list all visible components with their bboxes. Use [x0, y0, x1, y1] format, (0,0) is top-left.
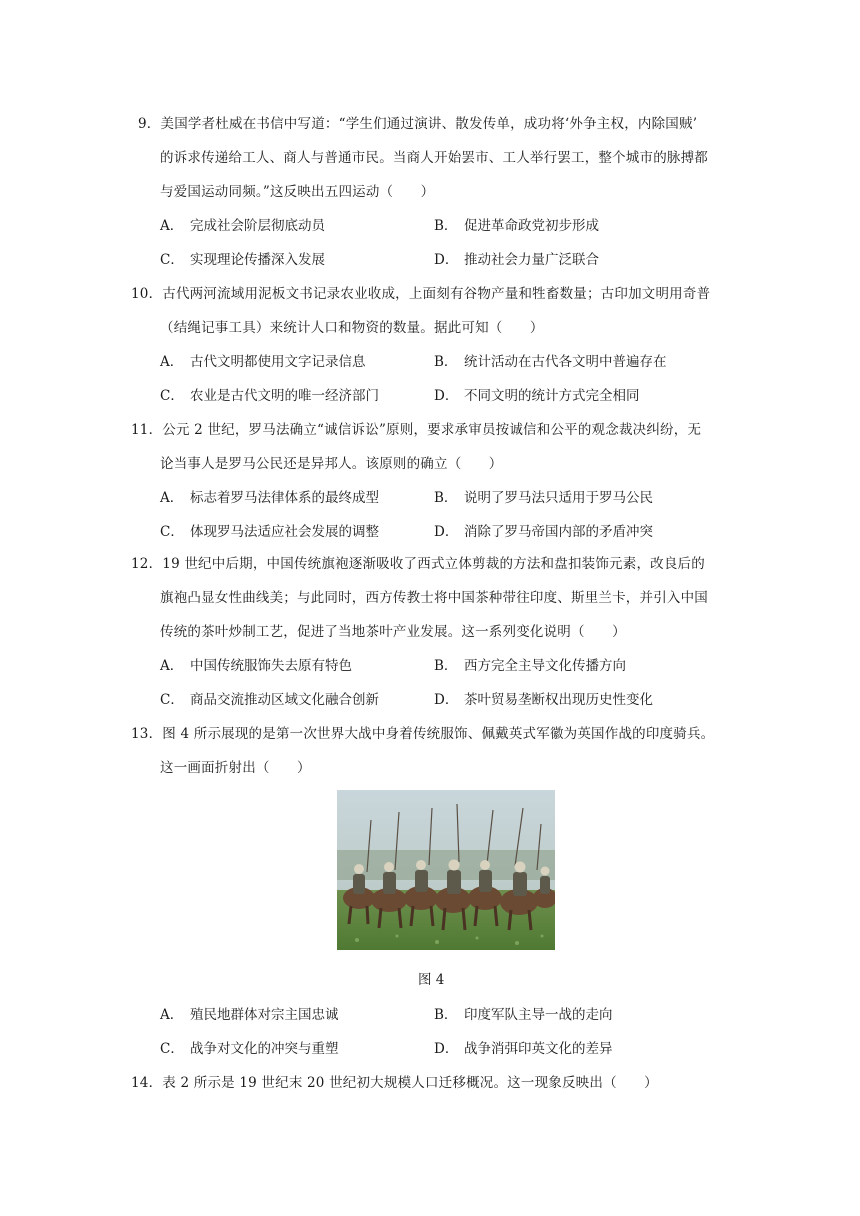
option-text: 不同文明的统计方式完全相同: [464, 388, 640, 404]
option-label: A．: [160, 658, 184, 674]
option-d[interactable]: [434, 520, 653, 540]
question-9-line-2: 的诉求传递给工人、商人与普通市民。当商人开始罢市、工人举行罢工，整个城市的脉搏都: [160, 150, 708, 166]
option-label: B．: [434, 354, 458, 370]
option-text: 标志着罗马法律体系的最终成型: [190, 490, 379, 506]
option-label: C．: [160, 388, 184, 404]
option-c[interactable]: [160, 688, 379, 708]
option-label: B．: [434, 218, 458, 234]
option-c[interactable]: [160, 384, 379, 404]
option-text: 西方完全主导文化传播方向: [464, 658, 626, 674]
question-12-line-3: 传统的茶叶炒制工艺，促进了当地茶叶产业发展。这一系列变化说明（ ）: [160, 624, 626, 640]
option-c[interactable]: [160, 248, 325, 268]
option-d[interactable]: [434, 384, 640, 404]
option-d[interactable]: [434, 688, 653, 708]
option-text: 说明了罗马法只适用于罗马公民: [464, 490, 653, 506]
question-10-line-2: （结绳记事工具）来统计人口和物资的数量。据此可知（ ）: [160, 320, 544, 336]
question-text: 表 2 所示是 19 世纪末 20 世纪初大规模人口迁移概况。这一现象反映出（ ）: [162, 1075, 658, 1091]
option-text: 茶叶贸易垄断权出现历史性变化: [464, 692, 653, 708]
option-a[interactable]: [160, 1003, 339, 1023]
option-c[interactable]: [160, 1037, 339, 1057]
question-9-line-3: 与爱国运动同频。”这反映出五四运动（ ）: [160, 184, 435, 200]
option-text: 战争消弭印英文化的差异: [464, 1041, 613, 1057]
option-label: C．: [160, 692, 184, 708]
option-label: B．: [434, 658, 458, 674]
option-text: 商品交流推动区域文化融合创新: [190, 692, 379, 708]
option-d[interactable]: [434, 1037, 613, 1057]
option-b[interactable]: [434, 486, 653, 506]
question-11-line-1: [131, 418, 701, 438]
option-a[interactable]: [160, 654, 352, 674]
cavalry-photo: [337, 790, 555, 950]
option-text: 消除了罗马帝国内部的矛盾冲突: [464, 524, 653, 540]
question-number: 14．: [131, 1075, 163, 1091]
cavalry-illustration: [337, 790, 555, 950]
option-label: B．: [434, 1007, 458, 1023]
question-number: 10．: [131, 286, 163, 302]
option-b[interactable]: [434, 214, 599, 234]
option-b[interactable]: [434, 1003, 613, 1023]
option-a[interactable]: [160, 486, 379, 506]
option-text: 统计活动在古代各文明中普遍存在: [464, 354, 667, 370]
option-label: C．: [160, 1041, 184, 1057]
option-a[interactable]: [160, 350, 366, 370]
option-c[interactable]: [160, 520, 379, 540]
option-text: 完成社会阶层彻底动员: [190, 218, 325, 234]
option-label: A．: [160, 1007, 184, 1023]
question-text: 图 4 所示展现的是第一次世界大战中身着传统服饰、佩戴英式军徽为英国作战的印度骑兵。: [162, 726, 715, 742]
question-text: 美国学者杜威在书信中写道：“学生们通过演讲、散发传单，成功将‘外争主权，内除国贼’: [160, 116, 698, 132]
question-text: 古代两河流域用泥板文书记录农业收成，上面刻有谷物产量和牲畜数量；古印加文明用奇普: [162, 286, 711, 302]
option-a[interactable]: [160, 214, 325, 234]
question-10-line-1: [131, 282, 710, 302]
option-label: C．: [160, 252, 184, 268]
question-12-line-1: [131, 552, 705, 572]
option-text: 战争对文化的冲突与重塑: [190, 1041, 339, 1057]
question-number: 12．: [131, 556, 163, 572]
option-text: 古代文明都使用文字记录信息: [190, 354, 366, 370]
option-label: C．: [160, 524, 184, 540]
question-number: 11．: [131, 422, 163, 438]
option-label: D．: [434, 252, 459, 268]
question-text: 公元 2 世纪，罗马法确立“诚信诉讼”原则，要求承审员按诚信和公平的观念裁决纠纷，无: [162, 422, 702, 438]
option-label: A．: [160, 218, 184, 234]
option-text: 殖民地群体对宗主国忠诚: [190, 1007, 339, 1023]
option-d[interactable]: [434, 248, 599, 268]
option-b[interactable]: [434, 654, 626, 674]
option-text: 体现罗马法适应社会发展的调整: [190, 524, 379, 540]
question-13-line-2: 这一画面折射出（ ）: [160, 760, 311, 776]
option-text: 中国传统服饰失去原有特色: [190, 658, 352, 674]
option-b[interactable]: [434, 350, 667, 370]
question-number: 9．: [138, 116, 161, 132]
question-13-line-1: [131, 722, 714, 742]
option-label: D．: [434, 388, 459, 404]
option-text: 实现理论传播深入发展: [190, 252, 325, 268]
option-text: 推动社会力量广泛联合: [464, 252, 599, 268]
question-number: 13．: [131, 726, 163, 742]
question-text: 19 世纪中后期，中国传统旗袍逐渐吸收了西式立体剪裁的方法和盘扣装饰元素，改良后的: [162, 556, 705, 572]
option-label: D．: [434, 1041, 459, 1057]
option-text: 促进革命政党初步形成: [464, 218, 599, 234]
option-label: A．: [160, 490, 184, 506]
question-11-line-2: 论当事人是罗马公民还是异邦人。该原则的确立（ ）: [160, 456, 503, 472]
option-label: D．: [434, 524, 459, 540]
option-label: B．: [434, 490, 458, 506]
question-12-line-2: 旗袍凸显女性曲线美；与此同时，西方传教士将中国茶种带往印度、斯里兰卡，并引入中国: [160, 590, 708, 606]
question-14-line-1: [131, 1071, 658, 1091]
question-9-line-1: [138, 112, 697, 132]
option-text: 印度军队主导一战的走向: [464, 1007, 613, 1023]
option-label: A．: [160, 354, 184, 370]
option-label: D．: [434, 692, 459, 708]
option-text: 农业是古代文明的唯一经济部门: [190, 388, 379, 404]
figure-caption: 图 4: [418, 972, 445, 988]
